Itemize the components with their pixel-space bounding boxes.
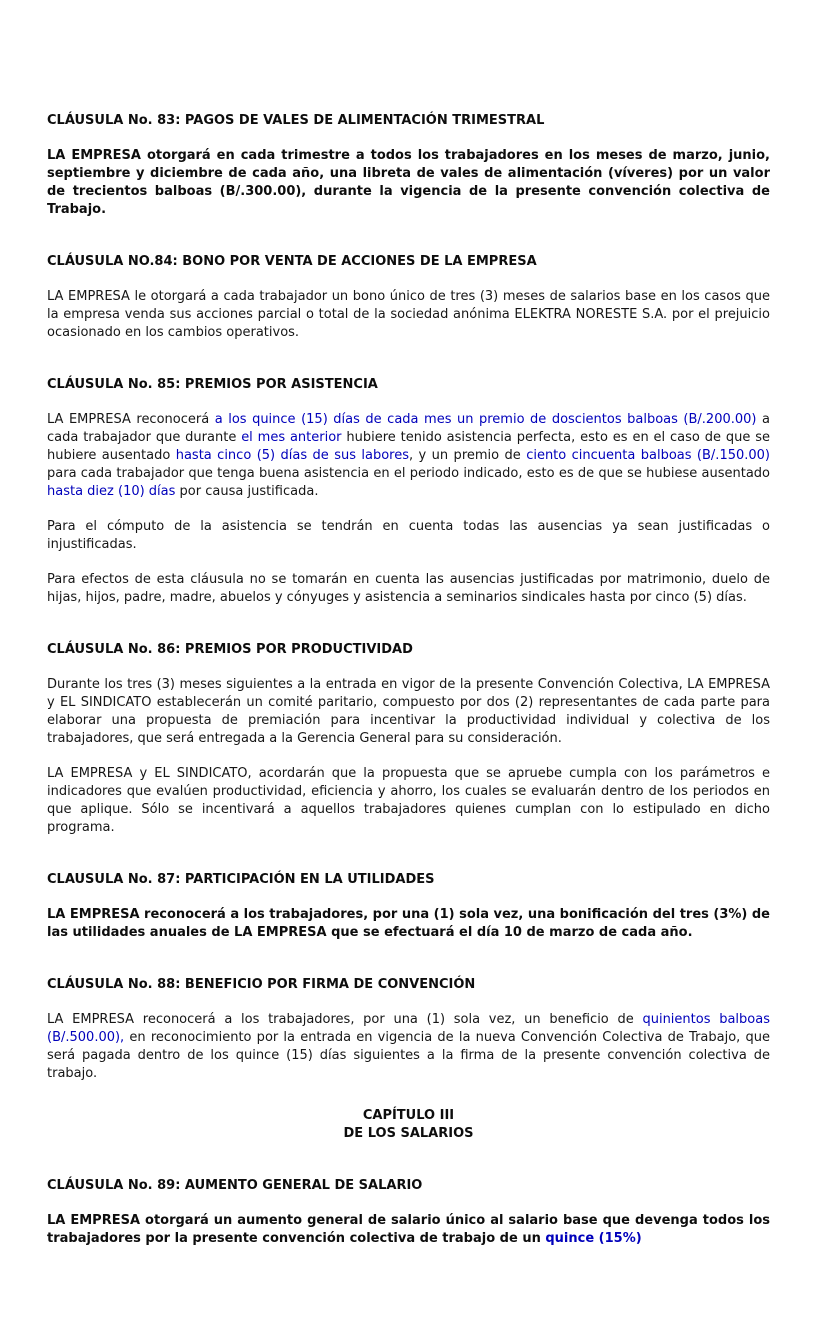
clause-heading <box>47 112 770 130</box>
clause-heading <box>47 641 770 659</box>
clause-paragraph <box>47 147 770 219</box>
clause-heading <box>47 376 770 394</box>
highlighted-text-run: hasta cinco (5) días de sus labores <box>175 448 410 463</box>
clause-paragraph <box>47 411 770 501</box>
text-run: CLÁUSULA No. 83: PAGOS DE VALES DE ALIMENTACIÓN TRIMESTRAL <box>47 113 545 128</box>
clause-paragraph <box>47 906 770 942</box>
highlighted-text-run: ciento cincuenta balboas (B/.150.00) <box>526 448 770 463</box>
text-run: LA EMPRESA otorgará en cada trimestre a todos los trabajadores en los meses de marzo, junio, septiembre y diciembre de cada año, una libreta de vales de alimentación (víveres) por un valor de trecientos balboas (B/.300.00), durante la vigencia de la presente convención colectiva de Trabajo. <box>47 148 770 217</box>
text-run: CLÁUSULA NO.84: BONO POR VENTA DE ACCIONES DE LA EMPRESA <box>47 254 537 269</box>
text-run: Para efectos de esta cláusula no se tomarán en cuenta las ausencias justificadas por matrimonio, duelo de hijas, hijos, padre, madre, abuelos y cónyuges y asistencia a seminarios sindicales hasta por cinco (5) días. <box>47 572 770 605</box>
text-run: Para el cómputo de la asistencia se tendrán en cuenta todas las ausencias ya sean justificadas o injustificadas. <box>47 519 770 552</box>
text-run: LA EMPRESA otorgará un aumento general de salario único al salario base que devenga todos los trabajadores por la presente convención colectiva de trabajo de un <box>47 1213 770 1246</box>
highlighted-text-run: quince (15%) <box>545 1231 642 1246</box>
clause-heading <box>47 1177 770 1195</box>
text-run: por causa justificada. <box>175 484 319 499</box>
text-run: LA EMPRESA reconocerá <box>47 412 215 427</box>
text-run: a cada trabajador que durante <box>47 412 770 445</box>
text-run: en reconocimiento por la entrada en vigencia de la nueva Convención Colectiva de Trabajo, que será pagada dentro de los quince (15) días siguientes a la firma de la presente convención colectiva de trabajo. <box>47 1030 770 1081</box>
clause-heading <box>47 976 770 994</box>
clause-paragraph <box>47 518 770 554</box>
highlighted-text-run: quinientos balboas (B/.500.00), <box>47 1012 770 1045</box>
highlighted-text-run: a los quince (15) días de cada mes un premio de doscientos balboas (B/.200.00) <box>214 412 757 427</box>
text-run: CLÁUSULA No. 89: AUMENTO GENERAL DE SALARIO <box>47 1178 423 1193</box>
highlighted-text-run: el mes anterior <box>241 430 342 445</box>
text-run: , y un premio de <box>409 448 527 463</box>
clause-paragraph <box>47 676 770 748</box>
chapter-line: DE LOS SALARIOS <box>343 1126 474 1141</box>
text-run: LA EMPRESA reconocerá a los trabajadores, por una (1) sola vez, una bonificación del tres (3%) de las utilidades anuales de LA EMPRESA que se efectuará el día 10 de marzo de cada año. <box>47 907 770 940</box>
text-run: LA EMPRESA y EL SINDICATO, acordarán que la propuesta que se apruebe cumpla con los parámetros e indicadores que evalúen productividad, eficiencia y ahorro, los cuales se evaluarán dentro de los periodos en que aplique. Sólo se incentivará a aquellos trabajadores quienes cumplan con lo estipulado en dicho programa. <box>47 766 770 835</box>
clause-paragraph <box>47 571 770 607</box>
text-run: LA EMPRESA reconocerá a los trabajadores, por una (1) sola vez, un beneficio de <box>47 1012 643 1027</box>
text-run: CLAUSULA No. 87: PARTICIPACIÓN EN LA UTILIDADES <box>47 872 435 887</box>
clause-paragraph <box>47 765 770 837</box>
text-run: CLÁUSULA No. 86: PREMIOS POR PRODUCTIVIDAD <box>47 642 413 657</box>
text-run: LA EMPRESA le otorgará a cada trabajador un bono único de tres (3) meses de salarios base en los casos que la empresa venda sus acciones parcial o total de la sociedad anónima ELEKTRA NORESTE S.A. por el prejuicio ocasionado en los cambios operativos. <box>47 289 770 340</box>
chapter-line: CAPÍTULO III <box>362 1108 455 1123</box>
text-run: hubiere tenido asistencia perfecta, esto es en el caso de que se hubiere ausentado <box>47 430 770 463</box>
clause-paragraph <box>47 1011 770 1083</box>
highlighted-text-run: hasta diez (10) días <box>47 484 176 499</box>
clause-heading <box>47 253 770 271</box>
clause-paragraph <box>47 288 770 342</box>
chapter-title <box>47 1107 770 1143</box>
text-run: CLÁUSULA No. 85: PREMIOS POR ASISTENCIA <box>47 377 378 392</box>
text-run: CLÁUSULA No. 88: BENEFICIO POR FIRMA DE CONVENCIÓN <box>47 977 476 992</box>
clause-heading <box>47 871 770 889</box>
text-run: para cada trabajador que tenga buena asistencia en el periodo indicado, esto es de que se hubiese ausentado <box>47 466 770 481</box>
text-run: Durante los tres (3) meses siguientes a la entrada en vigor de la presente Convención Colectiva, LA EMPRESA y EL SINDICATO establecerán un comité paritario, compuesto por dos (2) representantes de cada parte para elaborar una propuesta de premiación para incentivar la productividad individual y colectiva de los trabajadores, que será entregada a la Gerencia General para su consideración. <box>47 677 770 746</box>
clause-paragraph <box>47 1212 770 1248</box>
